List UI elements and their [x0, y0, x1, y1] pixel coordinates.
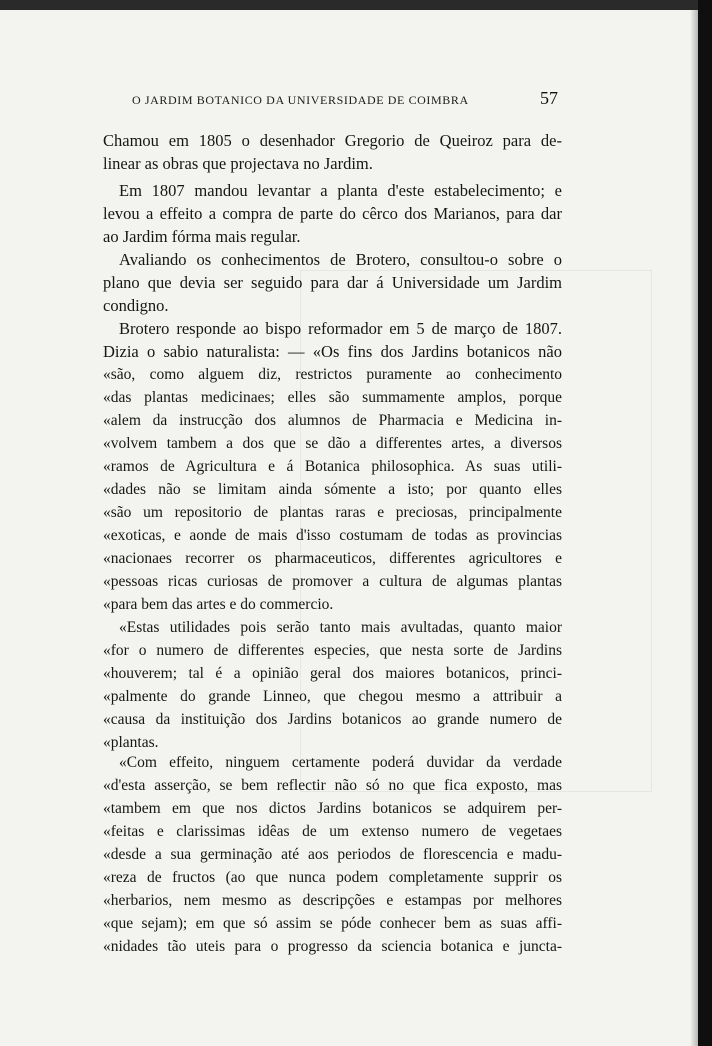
text-line: «palmente do grande Linneo, que chegou mesmo a attribuir a	[103, 688, 562, 705]
text-line: linear as obras que projectava no Jardim.	[103, 154, 373, 173]
text-line: ao Jardim fórma mais regular.	[103, 227, 301, 246]
book-page	[0, 10, 698, 1046]
text-line: plano que devia ser seguido para dar á Universidade um Jardim	[103, 273, 562, 292]
text-line: «for o numero de differentes especies, que nesta sorte de Jardins	[103, 642, 562, 659]
text-line: «herbarios, nem mesmo as descripções e estampas por melhores	[103, 892, 562, 909]
text-line: levou a effeito a compra de parte do cêrco dos Marianos, para dar	[103, 204, 562, 223]
text-line: «exoticas, e aonde de mais d'isso costumam de todas as provincias	[103, 527, 562, 544]
text-line: «Estas utilidades pois serão tanto mais avultadas, quanto maior	[119, 619, 562, 636]
text-line: «pessoas ricas curiosas de promover a cultura de algumas plantas	[103, 573, 562, 590]
text-line: «são um repositorio de plantas raras e preciosas, principalmente	[103, 504, 562, 521]
text-line: Dizia o sabio naturalista: — «Os fins dos Jardins botanicos não	[103, 342, 562, 361]
text-line: «Com effeito, ninguem certamente poderá duvidar da verdade	[119, 754, 562, 771]
text-line: «feitas e clarissimas idêas de um extenso numero de vegetaes	[103, 823, 562, 840]
text-line: «desde a sua germinação até aos periodos de florescencia e madu-	[103, 846, 562, 863]
text-line: Em 1807 mandou levantar a planta d'este estabelecimento; e	[119, 181, 562, 200]
running-title: O JARDIM BOTANICO DA UNIVERSIDADE DE COIMBRA	[132, 93, 469, 107]
text-line: Brotero responde ao bispo reformador em 5 de março de 1807.	[119, 319, 562, 338]
scan-border-top	[0, 0, 712, 10]
text-line: «houverem; tal é a opinião geral dos maiores botanicos, princi-	[103, 665, 562, 682]
text-line: «alem da instrucção dos alumnos de Pharmacia e Medicina in-	[103, 412, 562, 429]
page-header	[102, 90, 562, 112]
text-line: «causa da instituição dos Jardins botanicos ao grande numero de	[103, 711, 562, 728]
text-line: «que sejam); em que só assim se póde conhecer bem as suas affi-	[103, 915, 562, 932]
text-line: «dades não se limitam ainda sómente a isto; por quanto elles	[103, 481, 562, 498]
text-line: «das plantas medicinaes; elles são summamente amplos, porque	[103, 389, 562, 406]
text-line: Chamou em 1805 o desenhador Gregorio de Queiroz para de-	[103, 131, 562, 150]
text-line: «para bem das artes e do commercio.	[103, 596, 334, 613]
text-line: «volvem tambem a dos que se dão a differentes artes, a diversos	[103, 435, 562, 452]
text-line: «reza de fructos (ao que nunca podem completamente supprir os	[103, 869, 562, 886]
text-line: «são, como alguem diz, restrictos puramente ao conhecimento	[103, 366, 562, 383]
text-line: «tambem em que nos dictos Jardins botanicos se adquirem per-	[103, 800, 562, 817]
text-line: condigno.	[103, 296, 169, 315]
text-line: Avaliando os conhecimentos de Brotero, consultou-o sobre o	[119, 250, 562, 269]
scan-border-right	[698, 0, 712, 1046]
text-line: «ramos de Agricultura e á Botanica philosophica. As suas utili-	[103, 458, 562, 475]
text-line: «d'esta asserção, se bem reflectir não só no que fica exposto, mas	[103, 777, 562, 794]
text-line: «plantas.	[103, 734, 159, 751]
text-line: «nacionaes recorrer os pharmaceuticos, differentes agricultores e	[103, 550, 562, 567]
page-number: 57	[540, 88, 558, 108]
text-line: «nidades tão uteis para o progresso da sciencia botanica e juncta-	[103, 938, 562, 955]
